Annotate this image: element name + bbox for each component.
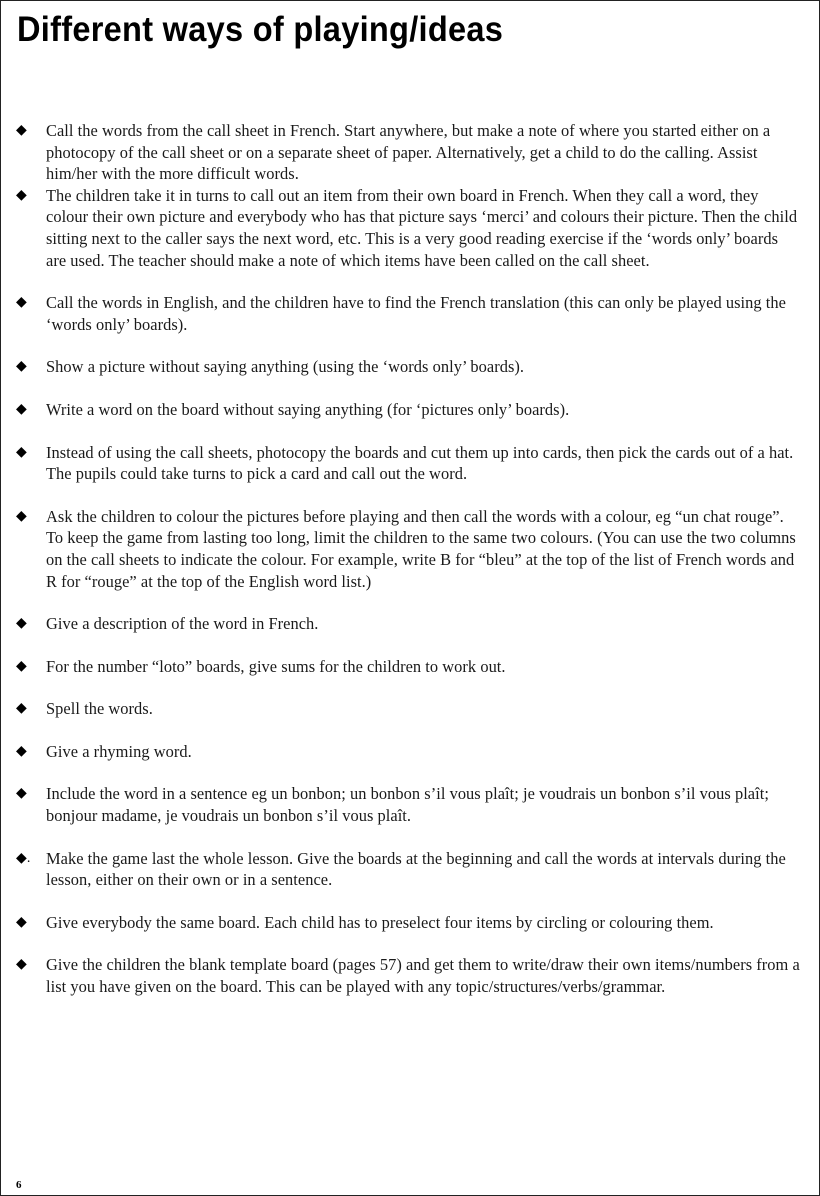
- list-item: [16, 698, 802, 720]
- list-item: [16, 120, 802, 185]
- list-item-text: Give a rhyming word.: [46, 741, 192, 761]
- diamond-bullet-icon: ◆: [16, 701, 27, 717]
- list-item-text: Write a word on the board without saying anything (for ‘pictures only’ boards).: [46, 399, 570, 419]
- list-item: [16, 356, 802, 378]
- list-item: [16, 656, 802, 678]
- list-item: [16, 912, 802, 934]
- list-item: [16, 399, 802, 421]
- diamond-bullet-icon: ◆: [16, 786, 27, 802]
- list-item-text: Include the word in a sentence eg un bonbon; un bonbon s’il vous plaît; je voudrais un bonbon s’il vous plaît; bonjour madame, je voudrais un bonbon s’il vous plaît.: [46, 784, 769, 826]
- list-item: [16, 954, 802, 997]
- list-item: [16, 292, 802, 335]
- diamond-bullet-icon: ◆: [16, 295, 27, 311]
- diamond-bullet-icon: ◆: [16, 508, 27, 524]
- ideas-list: [16, 120, 802, 1019]
- list-item: [16, 783, 802, 826]
- page-title: Different ways of playing/ideas: [17, 10, 504, 49]
- diamond-bullet-icon: ◆: [16, 658, 27, 674]
- diamond-bullet-icon: ◆: [16, 187, 27, 203]
- list-item-text: Show a picture without saying anything (using the ‘words only’ boards).: [46, 357, 525, 377]
- page-number: 6: [16, 1179, 22, 1191]
- list-item-text: Call the words from the call sheet in French. Start anywhere, but make a note of where you started either on a photocopy of the call sheet or on a separate sheet of paper. Alternatively, get a child to do the calling. Assist him/her with the more difficult words.: [46, 121, 771, 184]
- list-item: [16, 185, 802, 271]
- diamond-bullet-icon: ◆.: [16, 850, 31, 866]
- list-item-text: Instead of using the call sheets, photocopy the boards and cut them up into cards, then pick the cards out of a hat. The pupils could take turns to pick a card and call out the word.: [46, 442, 794, 484]
- diamond-bullet-icon: ◆: [16, 616, 27, 632]
- list-item-text: Make the game last the whole lesson. Give the boards at the beginning and call the words at intervals during the lesson, either on their own or in a sentence.: [46, 848, 786, 890]
- list-item-text: The children take it in turns to call out an item from their own board in French. When they call a word, they colour their own picture and everybody who has that picture says ‘merci’ and colours their picture. Then the child sitting next to the caller says the next word, etc. This is a very good reading exercise if the ‘words only’ boards are used. The teacher should make a note of which items have been called on the call sheet.: [46, 185, 798, 270]
- list-item-text: Ask the children to colour the pictures before playing and then call the words with a colour, eg “un chat rouge”. To keep the game from lasting too long, limit the children to the same two colours. (You can use the two columns on the call sheets to indicate the colour. For example, write B for “bleu” at the top of the list of French words and R for “rouge” at the top of the English word list.): [46, 506, 796, 591]
- list-item: [16, 613, 802, 635]
- diamond-bullet-icon: ◆: [16, 743, 27, 759]
- list-item: [16, 506, 802, 592]
- diamond-bullet-icon: ◆: [16, 444, 27, 460]
- list-item-text: Spell the words.: [46, 699, 153, 719]
- list-item-text: Give a description of the word in French.: [46, 614, 319, 634]
- list-item-text: Call the words in English, and the children have to find the French translation (this can only be played using the ‘words only’ boards).: [46, 293, 786, 334]
- diamond-bullet-icon: ◆: [16, 123, 27, 138]
- diamond-bullet-icon: ◆: [16, 401, 27, 417]
- list-item-text: Give everybody the same board. Each child has to preselect four items by circling or colouring them.: [46, 912, 714, 932]
- list-item: [16, 442, 802, 485]
- list-item: [16, 741, 802, 763]
- list-item-text: For the number “loto” boards, give sums for the children to work out.: [46, 656, 506, 676]
- diamond-bullet-icon: ◆: [16, 957, 27, 973]
- list-item: [16, 848, 802, 891]
- diamond-bullet-icon: ◆: [16, 359, 27, 375]
- list-item-text: Give the children the blank template board (pages 57) and get them to write/draw their own items/numbers from a list you have given on the board. This can be played with any topic/structures/verbs/grammar.: [46, 955, 800, 997]
- diamond-bullet-icon: ◆: [16, 914, 27, 930]
